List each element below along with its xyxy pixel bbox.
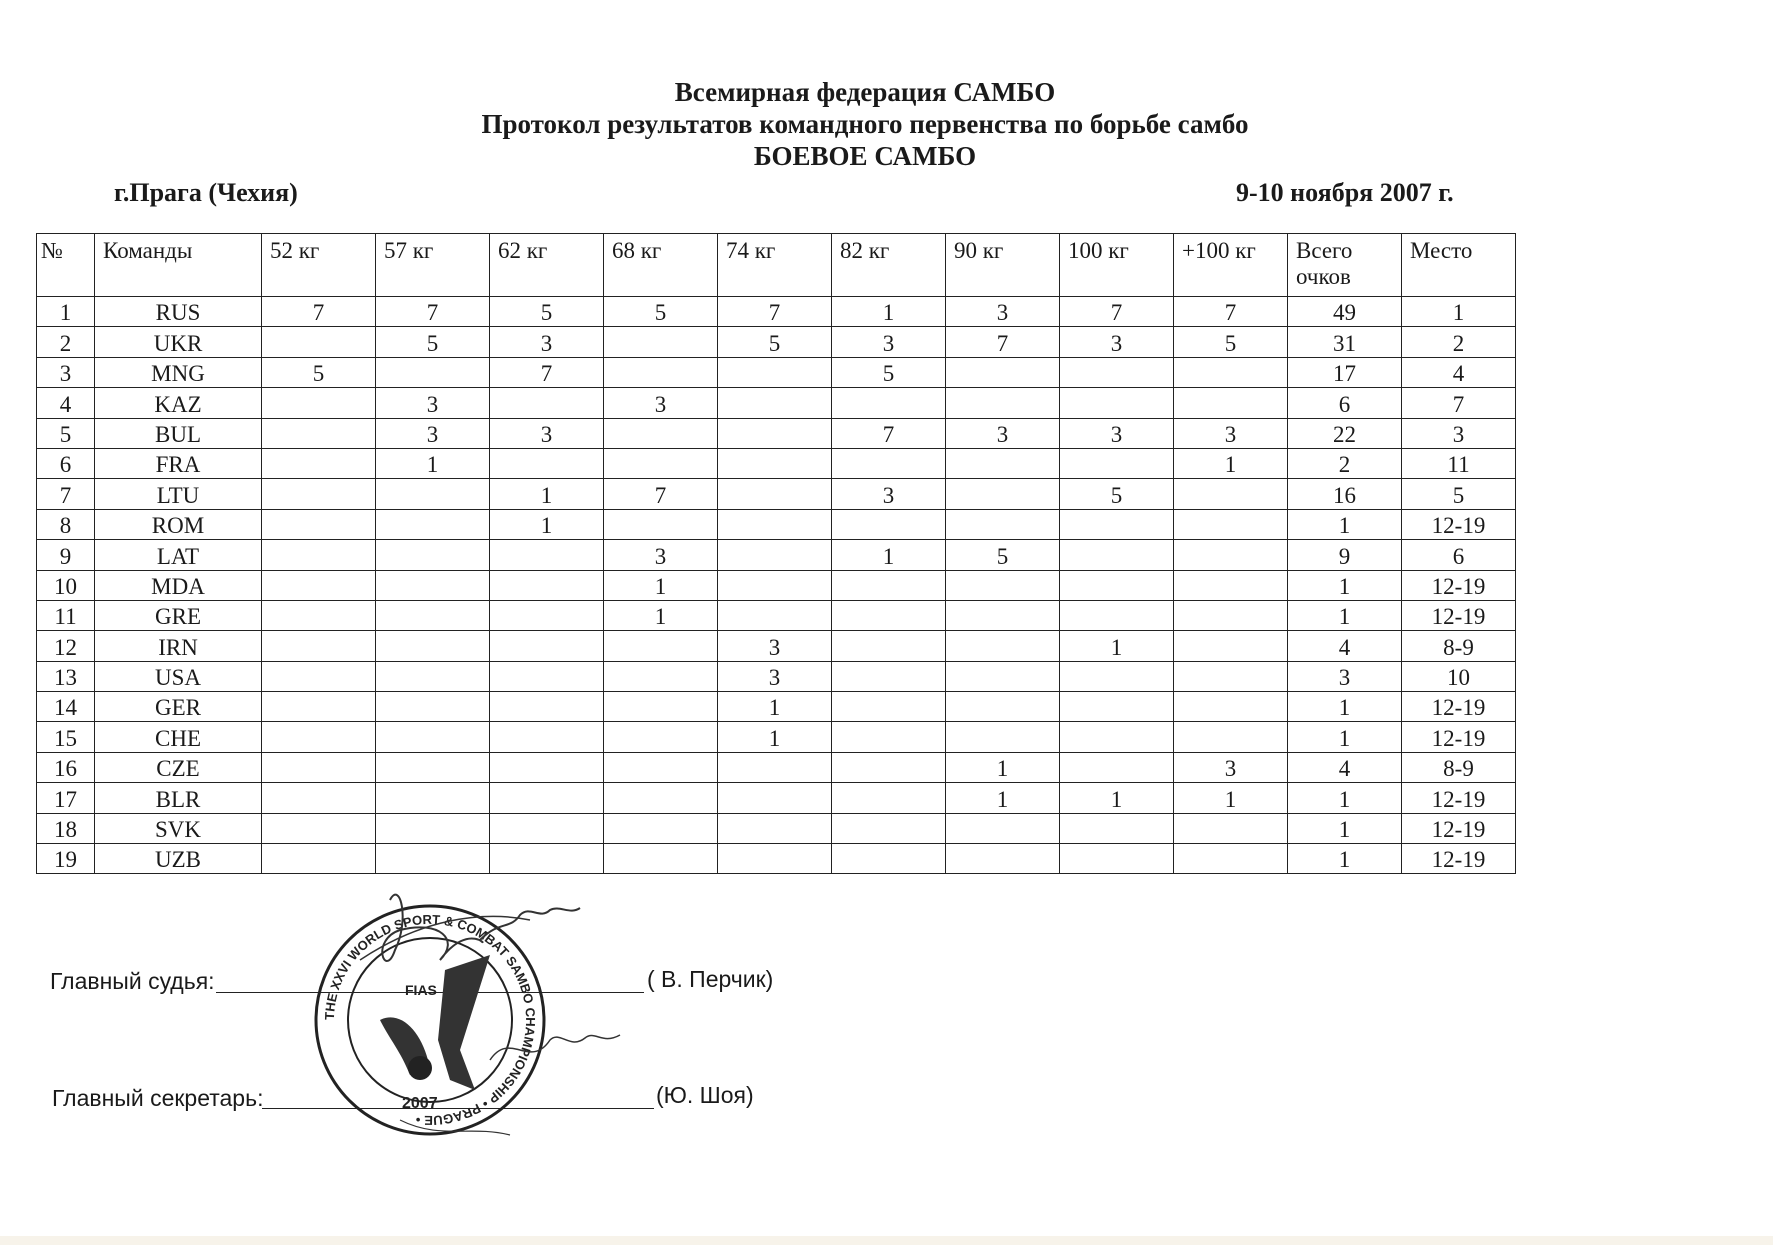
score-cell bbox=[490, 722, 604, 752]
score-cell: 5 bbox=[376, 327, 490, 357]
score-cell: 12-19 bbox=[1402, 692, 1516, 722]
score-cell bbox=[946, 357, 1060, 387]
score-cell bbox=[832, 631, 946, 661]
score-cell: 10 bbox=[1402, 661, 1516, 691]
score-cell bbox=[1174, 357, 1288, 387]
score-cell: 12-19 bbox=[1402, 783, 1516, 813]
score-cell bbox=[376, 631, 490, 661]
score-cell: 5 bbox=[1402, 479, 1516, 509]
score-cell: 2 bbox=[1288, 448, 1402, 478]
score-cell: 1 bbox=[946, 752, 1060, 782]
score-cell: 6 bbox=[1288, 388, 1402, 418]
table-row bbox=[37, 783, 1516, 813]
score-cell: 5 bbox=[832, 357, 946, 387]
score-cell: 1 bbox=[1288, 509, 1402, 539]
score-cell bbox=[1060, 813, 1174, 843]
row-number-cell: 11 bbox=[37, 600, 95, 630]
chief-secretary-label: Главный секретарь: bbox=[52, 1085, 264, 1111]
score-cell: 1 bbox=[1060, 631, 1174, 661]
score-cell bbox=[604, 448, 718, 478]
score-cell: 12-19 bbox=[1402, 509, 1516, 539]
score-cell bbox=[490, 570, 604, 600]
score-cell: 6 bbox=[1402, 540, 1516, 570]
score-cell bbox=[490, 448, 604, 478]
svg-text:THE XXVI WORLD SPORT & COMBAT: THE XXVI WORLD SPORT & COMBAT SAMBO CHAMPIONSHIP • PRAGUE • bbox=[321, 911, 539, 1129]
team-cell: SVK bbox=[95, 813, 262, 843]
score-cell bbox=[604, 327, 718, 357]
chief-judge-label: Главный судья: bbox=[50, 968, 215, 994]
score-cell bbox=[262, 813, 376, 843]
protocol-title: Протокол результатов командного первенства по борьбе самбо bbox=[481, 109, 1249, 139]
score-cell bbox=[262, 600, 376, 630]
row-number-cell: 5 bbox=[37, 418, 95, 448]
score-cell: 7 bbox=[490, 357, 604, 387]
table-row bbox=[37, 509, 1516, 539]
score-cell bbox=[1174, 813, 1288, 843]
score-cell bbox=[262, 661, 376, 691]
score-cell bbox=[718, 752, 832, 782]
score-cell bbox=[262, 631, 376, 661]
table-row bbox=[37, 388, 1516, 418]
score-cell: 1 bbox=[1174, 783, 1288, 813]
score-cell bbox=[718, 509, 832, 539]
score-cell bbox=[832, 448, 946, 478]
score-cell: 3 bbox=[376, 418, 490, 448]
score-cell bbox=[946, 631, 1060, 661]
table-row bbox=[37, 479, 1516, 509]
score-cell: 1 bbox=[1288, 722, 1402, 752]
score-cell bbox=[376, 752, 490, 782]
discipline-title: БОЕВОЕ САМБО bbox=[753, 141, 977, 171]
score-cell: 3 bbox=[604, 388, 718, 418]
score-cell bbox=[718, 570, 832, 600]
col-header: 57 кг bbox=[376, 234, 490, 297]
team-cell: ROM bbox=[95, 509, 262, 539]
score-cell bbox=[946, 600, 1060, 630]
score-cell bbox=[718, 783, 832, 813]
score-cell bbox=[1174, 540, 1288, 570]
score-cell bbox=[262, 540, 376, 570]
team-cell: USA bbox=[95, 661, 262, 691]
score-cell: 1 bbox=[376, 448, 490, 478]
team-cell: FRA bbox=[95, 448, 262, 478]
score-cell: 7 bbox=[376, 297, 490, 327]
score-cell bbox=[604, 418, 718, 448]
score-cell: 8-9 bbox=[1402, 631, 1516, 661]
col-header: 100 кг bbox=[1060, 234, 1174, 297]
row-number-cell: 4 bbox=[37, 388, 95, 418]
score-cell bbox=[262, 448, 376, 478]
table-row bbox=[37, 357, 1516, 387]
table-row bbox=[37, 448, 1516, 478]
team-cell: BLR bbox=[95, 783, 262, 813]
score-cell: 31 bbox=[1288, 327, 1402, 357]
score-cell bbox=[376, 813, 490, 843]
score-cell: 1 bbox=[718, 692, 832, 722]
score-cell bbox=[1174, 722, 1288, 752]
score-cell: 16 bbox=[1288, 479, 1402, 509]
row-number-cell: 15 bbox=[37, 722, 95, 752]
score-cell bbox=[1174, 509, 1288, 539]
score-cell bbox=[1174, 600, 1288, 630]
score-cell bbox=[1060, 844, 1174, 874]
row-number-cell: 14 bbox=[37, 692, 95, 722]
score-cell bbox=[832, 813, 946, 843]
score-cell bbox=[1060, 722, 1174, 752]
score-cell: 5 bbox=[604, 297, 718, 327]
score-cell: 12-19 bbox=[1402, 570, 1516, 600]
score-cell bbox=[1174, 631, 1288, 661]
score-cell: 17 bbox=[1288, 357, 1402, 387]
table-row bbox=[37, 813, 1516, 843]
table-row bbox=[37, 692, 1516, 722]
score-cell bbox=[718, 540, 832, 570]
table-row bbox=[37, 297, 1516, 327]
score-cell: 1 bbox=[1288, 844, 1402, 874]
row-number-cell: 3 bbox=[37, 357, 95, 387]
team-cell: CHE bbox=[95, 722, 262, 752]
score-cell bbox=[718, 448, 832, 478]
score-cell: 11 bbox=[1402, 448, 1516, 478]
score-cell bbox=[262, 692, 376, 722]
score-cell bbox=[946, 661, 1060, 691]
score-cell bbox=[946, 692, 1060, 722]
score-cell bbox=[490, 388, 604, 418]
score-cell bbox=[1060, 692, 1174, 722]
score-cell bbox=[946, 570, 1060, 600]
team-cell: LAT bbox=[95, 540, 262, 570]
score-cell bbox=[376, 722, 490, 752]
score-cell: 1 bbox=[490, 509, 604, 539]
team-cell: BUL bbox=[95, 418, 262, 448]
score-cell bbox=[262, 388, 376, 418]
score-cell bbox=[604, 692, 718, 722]
team-cell: GRE bbox=[95, 600, 262, 630]
score-cell bbox=[832, 509, 946, 539]
team-cell: LTU bbox=[95, 479, 262, 509]
score-cell bbox=[832, 661, 946, 691]
score-cell bbox=[832, 600, 946, 630]
team-cell: CZE bbox=[95, 752, 262, 782]
score-cell bbox=[1060, 752, 1174, 782]
score-cell bbox=[832, 844, 946, 874]
score-cell bbox=[604, 813, 718, 843]
score-cell bbox=[262, 570, 376, 600]
score-cell: 4 bbox=[1288, 631, 1402, 661]
col-header: 52 кг bbox=[262, 234, 376, 297]
score-cell: 4 bbox=[1288, 752, 1402, 782]
score-cell bbox=[262, 844, 376, 874]
row-number-cell: 6 bbox=[37, 448, 95, 478]
score-cell bbox=[832, 388, 946, 418]
score-cell bbox=[946, 509, 1060, 539]
team-cell: UZB bbox=[95, 844, 262, 874]
score-cell: 7 bbox=[1060, 297, 1174, 327]
score-cell bbox=[718, 479, 832, 509]
team-cell: UKR bbox=[95, 327, 262, 357]
table-row bbox=[37, 752, 1516, 782]
score-cell bbox=[1174, 692, 1288, 722]
score-cell bbox=[1060, 509, 1174, 539]
score-cell: 5 bbox=[1060, 479, 1174, 509]
score-cell bbox=[376, 509, 490, 539]
score-cell: 3 bbox=[1402, 418, 1516, 448]
row-number-cell: 10 bbox=[37, 570, 95, 600]
chief-judge-name: ( В. Перчик) bbox=[647, 966, 774, 992]
score-cell bbox=[376, 479, 490, 509]
score-cell: 1 bbox=[1060, 783, 1174, 813]
score-cell bbox=[718, 600, 832, 630]
score-cell: 7 bbox=[262, 297, 376, 327]
row-number-cell: 1 bbox=[37, 297, 95, 327]
score-cell bbox=[490, 631, 604, 661]
event-city: г.Прага (Чехия) bbox=[114, 178, 298, 207]
score-cell: 2 bbox=[1402, 327, 1516, 357]
row-number-cell: 13 bbox=[37, 661, 95, 691]
score-cell: 3 bbox=[1060, 327, 1174, 357]
score-cell: 1 bbox=[1288, 813, 1402, 843]
score-cell bbox=[1174, 661, 1288, 691]
score-cell: 5 bbox=[946, 540, 1060, 570]
score-cell: 7 bbox=[832, 418, 946, 448]
score-cell bbox=[490, 752, 604, 782]
score-cell bbox=[1060, 448, 1174, 478]
score-cell: 1 bbox=[1288, 570, 1402, 600]
score-cell bbox=[262, 752, 376, 782]
score-cell: 7 bbox=[1174, 297, 1288, 327]
score-cell: 3 bbox=[376, 388, 490, 418]
score-cell bbox=[832, 570, 946, 600]
score-cell bbox=[376, 357, 490, 387]
score-cell: 3 bbox=[1174, 752, 1288, 782]
score-cell bbox=[946, 448, 1060, 478]
score-cell bbox=[946, 813, 1060, 843]
score-cell bbox=[490, 540, 604, 570]
score-cell: 3 bbox=[1174, 418, 1288, 448]
score-cell: 7 bbox=[718, 297, 832, 327]
score-cell bbox=[1060, 540, 1174, 570]
row-number-cell: 12 bbox=[37, 631, 95, 661]
score-cell bbox=[1174, 844, 1288, 874]
svg-text:2007: 2007 bbox=[402, 1095, 438, 1112]
score-cell: 9 bbox=[1288, 540, 1402, 570]
score-cell bbox=[604, 752, 718, 782]
score-cell: 1 bbox=[490, 479, 604, 509]
col-header: 74 кг bbox=[718, 234, 832, 297]
score-cell bbox=[604, 722, 718, 752]
score-cell bbox=[376, 540, 490, 570]
score-cell bbox=[262, 327, 376, 357]
score-cell: 12-19 bbox=[1402, 813, 1516, 843]
score-cell: 3 bbox=[946, 418, 1060, 448]
score-cell: 1 bbox=[1288, 692, 1402, 722]
score-cell bbox=[718, 813, 832, 843]
score-cell: 1 bbox=[604, 570, 718, 600]
score-cell: 22 bbox=[1288, 418, 1402, 448]
score-cell: 3 bbox=[718, 631, 832, 661]
score-cell bbox=[490, 813, 604, 843]
score-cell: 3 bbox=[832, 327, 946, 357]
score-cell: 12-19 bbox=[1402, 600, 1516, 630]
score-cell: 1 bbox=[604, 600, 718, 630]
col-team-header: Команды bbox=[95, 234, 262, 297]
row-number-cell: 18 bbox=[37, 813, 95, 843]
score-cell bbox=[1060, 570, 1174, 600]
col-num-header: № bbox=[37, 234, 95, 297]
score-cell bbox=[376, 661, 490, 691]
team-cell: MNG bbox=[95, 357, 262, 387]
score-cell bbox=[946, 722, 1060, 752]
score-cell bbox=[1060, 661, 1174, 691]
row-number-cell: 7 bbox=[37, 479, 95, 509]
table-row bbox=[37, 600, 1516, 630]
row-number-cell: 2 bbox=[37, 327, 95, 357]
row-number-cell: 16 bbox=[37, 752, 95, 782]
scan-edge bbox=[0, 1236, 1773, 1245]
score-cell bbox=[604, 844, 718, 874]
chief-secretary-name: (Ю. Шоя) bbox=[656, 1082, 754, 1108]
col-header: Место bbox=[1402, 234, 1516, 297]
score-cell bbox=[718, 844, 832, 874]
score-cell bbox=[490, 783, 604, 813]
score-cell: 4 bbox=[1402, 357, 1516, 387]
score-cell bbox=[1174, 388, 1288, 418]
row-number-cell: 9 bbox=[37, 540, 95, 570]
score-cell bbox=[376, 600, 490, 630]
score-cell bbox=[832, 752, 946, 782]
score-cell: 3 bbox=[718, 661, 832, 691]
score-cell: 7 bbox=[604, 479, 718, 509]
score-cell bbox=[376, 783, 490, 813]
col-header: 90 кг bbox=[946, 234, 1060, 297]
score-cell: 1 bbox=[832, 540, 946, 570]
score-cell: 12-19 bbox=[1402, 722, 1516, 752]
score-cell bbox=[604, 631, 718, 661]
score-cell bbox=[718, 357, 832, 387]
results-table bbox=[36, 233, 1516, 874]
score-cell: 3 bbox=[946, 297, 1060, 327]
score-cell bbox=[262, 418, 376, 448]
header-row bbox=[37, 234, 1516, 297]
score-cell bbox=[604, 661, 718, 691]
judge-signature bbox=[340, 880, 670, 1160]
score-cell: 7 bbox=[1402, 388, 1516, 418]
col-header: 82 кг bbox=[832, 234, 946, 297]
score-cell: 3 bbox=[1060, 418, 1174, 448]
score-cell bbox=[1060, 357, 1174, 387]
score-cell bbox=[946, 388, 1060, 418]
score-cell bbox=[376, 570, 490, 600]
col-header: +100 кг bbox=[1174, 234, 1288, 297]
score-cell bbox=[946, 479, 1060, 509]
table-row bbox=[37, 327, 1516, 357]
score-cell bbox=[1060, 600, 1174, 630]
score-cell: 3 bbox=[490, 327, 604, 357]
score-cell: 5 bbox=[490, 297, 604, 327]
score-cell bbox=[376, 844, 490, 874]
score-cell: 1 bbox=[1288, 783, 1402, 813]
score-cell bbox=[604, 509, 718, 539]
score-cell: 8-9 bbox=[1402, 752, 1516, 782]
score-cell: 3 bbox=[1288, 661, 1402, 691]
score-cell: 1 bbox=[1402, 297, 1516, 327]
score-cell bbox=[490, 661, 604, 691]
table-row bbox=[37, 631, 1516, 661]
score-cell: 5 bbox=[1174, 327, 1288, 357]
score-cell: 3 bbox=[490, 418, 604, 448]
col-header: 62 кг bbox=[490, 234, 604, 297]
score-cell: 1 bbox=[1288, 600, 1402, 630]
row-number-cell: 8 bbox=[37, 509, 95, 539]
score-cell bbox=[490, 844, 604, 874]
score-cell: 5 bbox=[262, 357, 376, 387]
federation-title: Всемирная федерация САМБО bbox=[674, 77, 1056, 107]
col-header: Всего очков bbox=[1288, 234, 1402, 297]
score-cell: 1 bbox=[832, 297, 946, 327]
team-cell: RUS bbox=[95, 297, 262, 327]
score-cell bbox=[718, 388, 832, 418]
score-cell: 3 bbox=[604, 540, 718, 570]
table-row bbox=[37, 418, 1516, 448]
table-row bbox=[37, 661, 1516, 691]
score-cell: 12-19 bbox=[1402, 844, 1516, 874]
score-cell bbox=[262, 783, 376, 813]
score-cell bbox=[832, 783, 946, 813]
score-cell bbox=[490, 600, 604, 630]
table-row bbox=[37, 844, 1516, 874]
svg-text:FIAS: FIAS bbox=[405, 982, 437, 998]
score-cell bbox=[490, 692, 604, 722]
team-cell: GER bbox=[95, 692, 262, 722]
row-number-cell: 17 bbox=[37, 783, 95, 813]
score-cell bbox=[1060, 388, 1174, 418]
score-cell bbox=[718, 418, 832, 448]
score-cell: 5 bbox=[718, 327, 832, 357]
score-cell: 1 bbox=[1174, 448, 1288, 478]
score-cell bbox=[946, 844, 1060, 874]
team-cell: IRN bbox=[95, 631, 262, 661]
score-cell bbox=[376, 692, 490, 722]
team-cell: MDA bbox=[95, 570, 262, 600]
row-number-cell: 19 bbox=[37, 844, 95, 874]
score-cell: 49 bbox=[1288, 297, 1402, 327]
score-cell: 3 bbox=[832, 479, 946, 509]
score-cell: 1 bbox=[946, 783, 1060, 813]
table-row bbox=[37, 570, 1516, 600]
score-cell bbox=[262, 509, 376, 539]
event-date: 9-10 ноября 2007 г. bbox=[1236, 178, 1454, 207]
score-cell: 1 bbox=[718, 722, 832, 752]
score-cell bbox=[604, 783, 718, 813]
score-cell bbox=[604, 357, 718, 387]
score-cell bbox=[1174, 479, 1288, 509]
score-cell: 7 bbox=[946, 327, 1060, 357]
score-cell bbox=[832, 692, 946, 722]
col-header: 68 кг bbox=[604, 234, 718, 297]
table-row bbox=[37, 722, 1516, 752]
score-cell bbox=[1174, 570, 1288, 600]
table-row bbox=[37, 540, 1516, 570]
score-cell bbox=[262, 479, 376, 509]
score-cell bbox=[262, 722, 376, 752]
team-cell: KAZ bbox=[95, 388, 262, 418]
score-cell bbox=[832, 722, 946, 752]
